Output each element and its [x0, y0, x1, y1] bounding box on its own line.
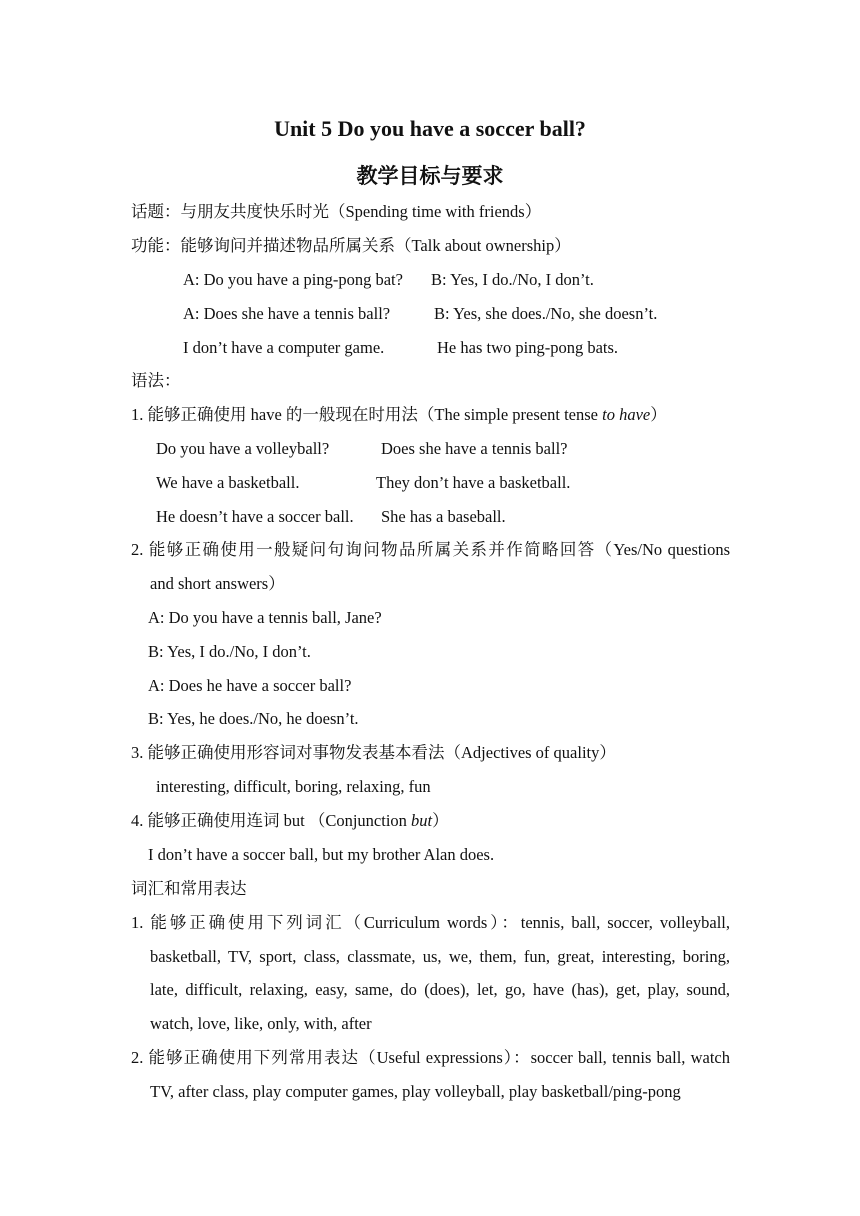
grammar-item-4-text: 4. 能够正确使用连词 but （Conjunction — [131, 811, 412, 830]
function-example-row — [183, 270, 594, 290]
grammar-item-2-line1: 2. 能够正确使用一般疑问句询问物品所属关系并作简略回答（Yes/No questions — [131, 540, 730, 559]
function-heading: 功能：能够询问并描述物品所属关系（Talk about ownership） — [131, 236, 571, 255]
function-example-a: I don’t have a computer game. — [183, 338, 385, 357]
vocab-item-2-line1: 2. 能够正确使用下列常用表达（Useful expressions）：soccer ball, tennis ball, watch — [131, 1048, 730, 1067]
grammar-item-1-text: 1. 能够正确使用 have 的一般现在时用法（The simple present tense — [131, 405, 603, 424]
grammar-example-b: They don’t have a basketball. — [376, 473, 571, 492]
grammar-item-4-example: I don’t have a soccer ball, but my brother Alan does. — [148, 845, 495, 864]
grammar-example-a: Do you have a volleyball? — [156, 439, 330, 458]
grammar-example-row — [156, 439, 568, 459]
page-subtitle: 教学目标与要求 — [356, 164, 504, 188]
function-example-b: He has two ping-pong bats. — [437, 338, 619, 357]
topic-line: 话题：与朋友共度快乐时光（Spending time with friends） — [131, 202, 542, 221]
grammar-item-1 — [131, 405, 667, 425]
grammar-item-1-suffix: ） — [650, 405, 667, 424]
function-example-b: B: Yes, I do./No, I don’t. — [431, 270, 594, 289]
vocab-item-1-line2: basketball, TV, sport, class, classmate, us, we, them, fun, great, interesting, boring, — [150, 947, 730, 966]
grammar-item-3: 3. 能够正确使用形容词对事物发表基本看法（Adjectives of quality） — [131, 743, 616, 762]
grammar-item-1-emphasis: to have — [602, 405, 651, 424]
vocab-item-1-line1: 1. 能够正确使用下列词汇（Curriculum words）：tennis, ball, soccer, volleyball, — [131, 913, 730, 932]
grammar-item-4-emphasis: but — [411, 811, 433, 830]
page-title: Unit 5 Do you have a soccer ball? — [274, 116, 586, 141]
grammar-heading: 语法： — [131, 371, 181, 390]
grammar-item-2-example: A: Do you have a tennis ball, Jane? — [148, 608, 382, 627]
function-example-row — [183, 304, 658, 324]
grammar-example-b: She has a baseball. — [381, 507, 506, 526]
function-example-a: A: Do you have a ping-pong bat? — [183, 270, 403, 289]
grammar-item-2-example: A: Does he have a soccer ball? — [148, 676, 352, 695]
function-example-row — [183, 338, 619, 358]
vocab-item-2-line2: TV, after class, play computer games, play volleyball, play basketball/ping-pong — [150, 1082, 681, 1101]
grammar-item-2-example: B: Yes, he does./No, he doesn’t. — [148, 709, 359, 728]
grammar-example-row — [156, 507, 506, 527]
grammar-example-a: He doesn’t have a soccer ball. — [156, 507, 354, 526]
vocab-item-1-line4: watch, love, like, only, with, after — [150, 1014, 372, 1033]
vocab-item-1-line3: late, difficult, relaxing, easy, same, do (does), let, go, have (has), get, play, sound, — [150, 980, 730, 999]
grammar-item-4 — [131, 811, 449, 831]
grammar-example-a: We have a basketball. — [156, 473, 300, 492]
grammar-example-row — [156, 473, 571, 493]
grammar-item-2-example: B: Yes, I do./No, I don’t. — [148, 642, 311, 661]
grammar-item-3-example: interesting, difficult, boring, relaxing, fun — [156, 777, 431, 796]
vocab-heading: 词汇和常用表达 — [131, 879, 247, 898]
function-example-a: A: Does she have a tennis ball? — [183, 304, 391, 323]
grammar-item-2-line2: and short answers） — [150, 574, 285, 593]
function-example-b: B: Yes, she does./No, she doesn’t. — [434, 304, 658, 323]
grammar-item-4-suffix: ） — [432, 811, 449, 830]
grammar-example-b: Does she have a tennis ball? — [381, 439, 568, 458]
